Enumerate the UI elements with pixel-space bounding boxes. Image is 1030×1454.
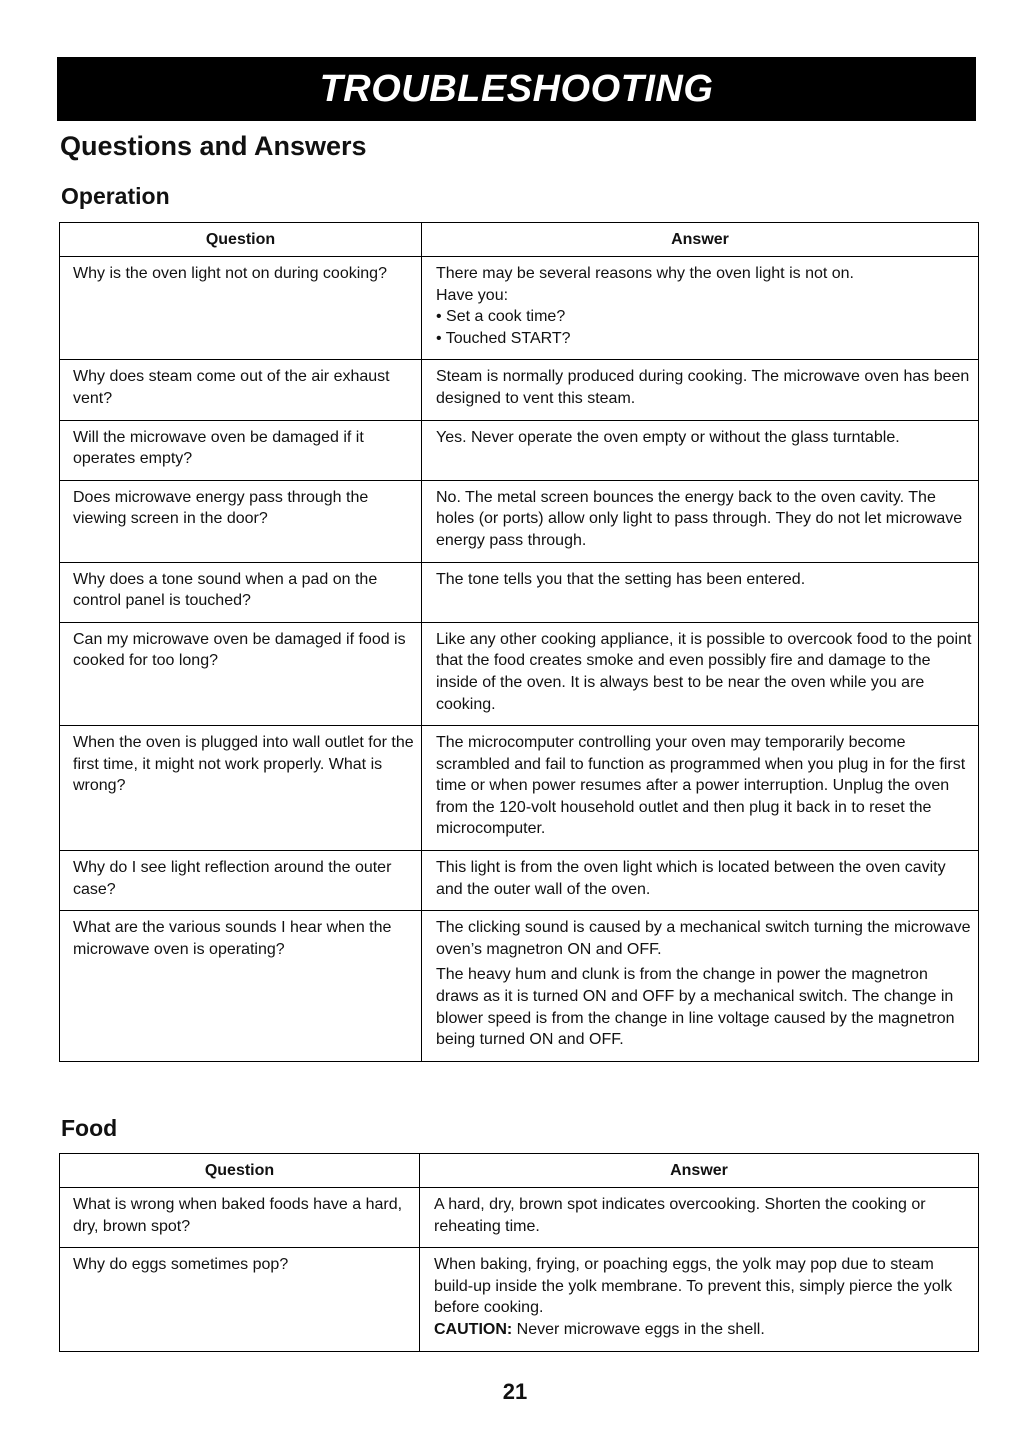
question-cell: Will the microwave oven be damaged if it operates empty? <box>60 420 422 480</box>
question-cell: Can my microwave oven be damaged if food is cooked for too long? <box>60 622 422 725</box>
table-row <box>60 851 979 911</box>
table-row <box>60 420 979 480</box>
operation-table <box>59 222 979 1062</box>
answer-text: The heavy hum and clunk is from the change in power the magnetron draws as it is turned ON and OFF by a mechanical switch. The change in blower speed is from the change in line voltage caused by the magnetron being turned ON and OFF. <box>436 966 955 1049</box>
table-row <box>60 360 979 420</box>
answer-text: No. The metal screen bounces the energy back to the oven cavity. The holes (or ports) allow only light to pass through. They do not let microwave energy pass through. <box>436 488 963 549</box>
troubleshooting-banner <box>57 57 976 121</box>
question-cell: Why does steam come out of the air exhaust vent? <box>60 360 422 420</box>
food-table <box>59 1153 979 1352</box>
table-header-row <box>60 223 979 257</box>
question-cell: What is wrong when baked foods have a hard, dry, brown spot? <box>60 1188 420 1248</box>
answer-cell <box>420 1248 979 1351</box>
table-row <box>60 257 979 360</box>
table-row <box>60 480 979 562</box>
question-cell: What are the various sounds I hear when the microwave oven is operating? <box>60 911 422 1062</box>
food-heading: Food <box>61 1115 118 1141</box>
question-cell: Why do eggs sometimes pop? <box>60 1248 420 1351</box>
table-row <box>60 911 979 1062</box>
answer-text: The microcomputer controlling your oven may temporarily become scrambled and fail to function as programmed when you plug in for the first time or when power resumes after a power interruption. Unplug the oven from the 120-volt household outlet and then plug it back in to reset the microcomputer. <box>436 734 966 838</box>
question-column-header: Question <box>60 223 422 257</box>
answer-text: This light is from the oven light which is located between the oven cavity and the outer wall of the oven. <box>436 859 946 898</box>
answer-cell <box>422 726 979 851</box>
answer-cell <box>422 480 979 562</box>
answer-text: When baking, frying, or poaching eggs, the yolk may pop due to steam build-up inside the yolk membrane. To prevent this, simply pierce the yolk before cooking. <box>434 1256 953 1317</box>
answer-cell <box>422 360 979 420</box>
answer-text: There may be several reasons why the oven light is not on. <box>436 265 854 282</box>
answer-text: • Set a cook time? <box>436 308 566 326</box>
question-cell: Why do I see light reflection around the outer case? <box>60 851 422 911</box>
caution-note <box>434 1319 974 1341</box>
answer-cell <box>422 420 979 480</box>
table-row <box>60 726 979 851</box>
table-row <box>60 1248 979 1351</box>
answer-text: Like any other cooking appliance, it is possible to overcook food to the point that the food creates smoke and even possibly fire and damage to the inside of the oven. It is always best to be near the oven while you are cooking. <box>436 630 972 713</box>
answer-column-header: Answer <box>420 1154 979 1188</box>
question-cell: Why does a tone sound when a pad on the control panel is touched? <box>60 562 422 622</box>
answer-text: The clicking sound is caused by a mechanical switch turning the microwave oven’s magnetron ON and OFF. <box>436 919 971 958</box>
question-cell: Why is the oven light not on during cooking? <box>60 257 422 360</box>
question-column-header: Question <box>60 1154 420 1188</box>
answer-text: • Touched START? <box>436 329 571 347</box>
answer-text: Have you: <box>436 286 509 304</box>
answer-cell <box>422 911 979 1062</box>
caution-text: Never microwave eggs in the shell. <box>516 1320 765 1338</box>
answer-column-header: Answer <box>422 223 979 257</box>
caution-label: CAUTION: <box>434 1320 513 1338</box>
answer-text: A hard, dry, brown spot indicates overcooking. Shorten the cooking or reheating time. <box>434 1196 926 1235</box>
table-row <box>60 562 979 622</box>
banner-title: TROUBLESHOOTING <box>319 67 714 110</box>
answer-cell <box>422 851 979 911</box>
page-title: Questions and Answers <box>60 131 367 161</box>
answer-cell <box>420 1188 979 1248</box>
table-row <box>60 622 979 725</box>
table-header-row <box>60 1154 979 1188</box>
answer-text: Steam is normally produced during cooking. The microwave oven has been designed to vent this steam. <box>436 368 970 407</box>
answer-text: Yes. Never operate the oven empty or without the glass turntable. <box>436 428 900 446</box>
answer-cell <box>422 562 979 622</box>
answer-text: The tone tells you that the setting has been entered. <box>436 570 806 588</box>
operation-heading: Operation <box>61 183 170 209</box>
question-cell: When the oven is plugged into wall outlet for the first time, it might not work properly. What is wrong? <box>60 726 422 851</box>
question-cell: Does microwave energy pass through the viewing screen in the door? <box>60 480 422 562</box>
table-row <box>60 1188 979 1248</box>
answer-cell <box>422 622 979 725</box>
answer-cell <box>422 257 979 360</box>
page-number: 21 <box>502 1379 528 1404</box>
